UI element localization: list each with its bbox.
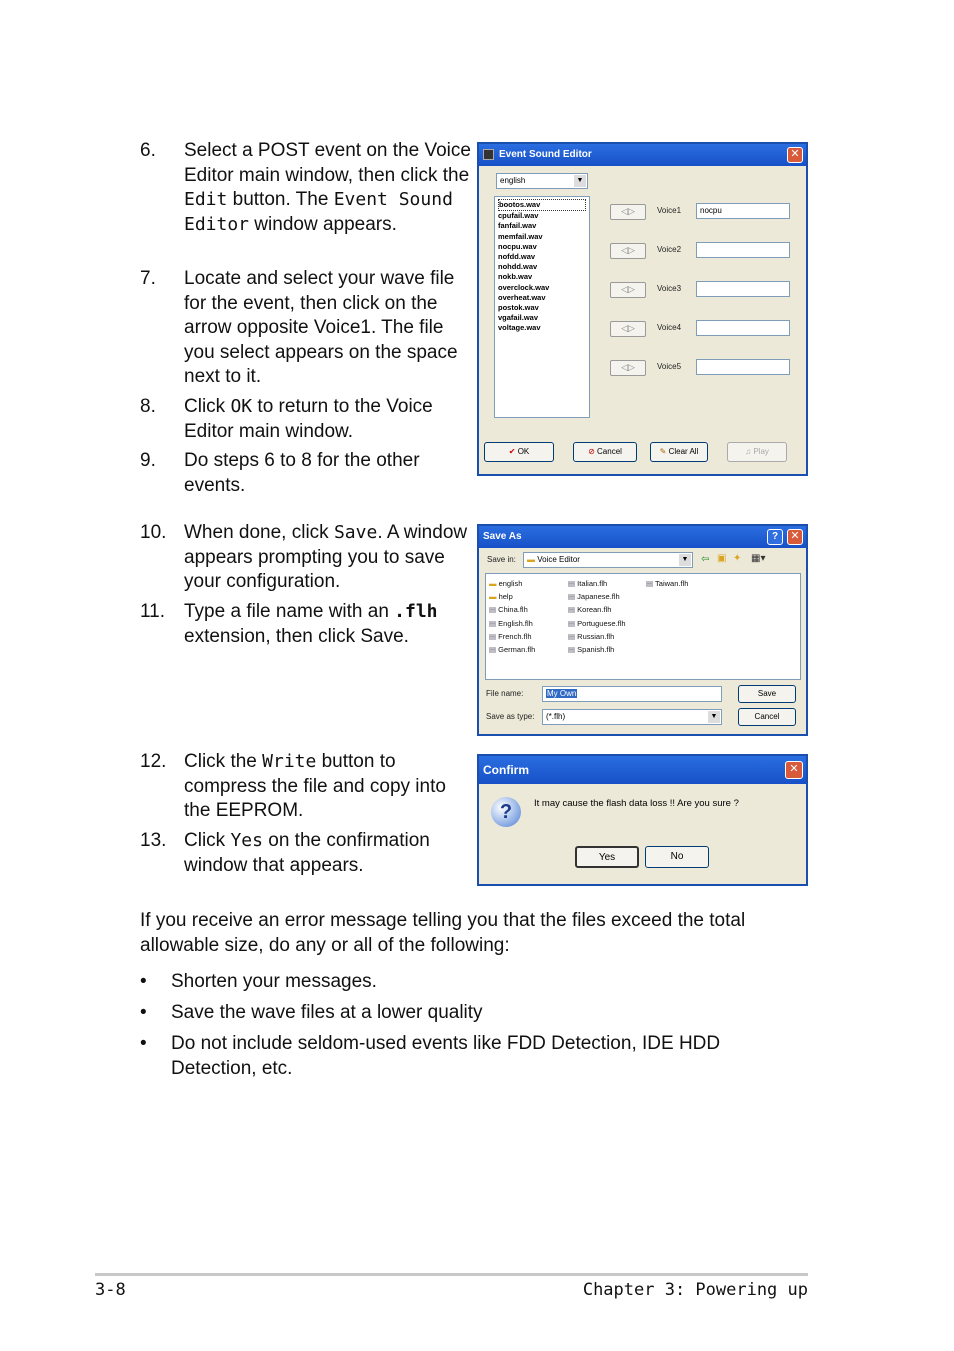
app-icon xyxy=(483,149,494,160)
file-name: Korean.flh xyxy=(577,605,612,615)
file-icon: ▤ xyxy=(489,618,499,628)
step-text-part: Click xyxy=(184,396,231,417)
step-number: 9. xyxy=(140,450,156,471)
footer-divider xyxy=(95,1273,808,1276)
play-label: Play xyxy=(753,447,769,456)
chevron-down-icon: ▼ xyxy=(679,554,691,566)
list-item[interactable]: voltage.wav xyxy=(498,323,541,333)
step-text xyxy=(184,600,476,649)
file-item[interactable] xyxy=(568,577,626,590)
step-text-part: button to compress the file and copy into the EEPROM. xyxy=(184,751,446,821)
step-text xyxy=(184,395,476,444)
step-text-part: Click xyxy=(184,830,231,851)
list-item[interactable]: overheat.wav xyxy=(498,292,546,302)
bullet-text: Shorten your messages. xyxy=(171,971,377,992)
save-as-type-label: Save as type: xyxy=(486,712,535,721)
file-item[interactable] xyxy=(568,630,626,643)
step-number: 10. xyxy=(140,522,167,543)
file-icon: ▤ xyxy=(489,631,499,641)
file-item[interactable] xyxy=(568,590,626,603)
clear-all-label: Clear All xyxy=(668,447,699,456)
list-item[interactable]: nocpu.wav xyxy=(498,241,537,251)
keyword-flh: .flh xyxy=(394,601,438,622)
file-icon: ▤ xyxy=(646,579,656,588)
step-text-part: extension, then click Save. xyxy=(184,625,409,647)
bullet-icon: • xyxy=(140,1002,147,1023)
save-as-titlebar xyxy=(479,526,806,548)
arrow-right-icon[interactable]: ◁▷ xyxy=(610,360,646,376)
no-entry-icon: ⊘ xyxy=(588,447,595,456)
step-text: Locate and select your wave file for the event, then click on the arrow opposite Voice1. The file you select appears on the space next to it. xyxy=(184,268,458,387)
save-as-window xyxy=(477,524,808,736)
file-item[interactable] xyxy=(568,617,626,630)
step-text-part: button. The xyxy=(227,189,334,210)
bullet-icon: • xyxy=(140,971,147,992)
step-text-part: . A window appears prompting you to save your configuration. xyxy=(184,522,468,592)
up-folder-icon[interactable]: ▣ xyxy=(717,553,727,564)
step-text-part: on the confirmation window that appears. xyxy=(184,830,430,876)
step-text-part: to return to the Voice Editor main window. xyxy=(184,396,433,442)
check-icon: ✔ xyxy=(508,447,516,456)
save-in-label: Save in: xyxy=(487,555,516,564)
file-name: english xyxy=(498,579,523,588)
arrow-right-icon[interactable]: ◁▷ xyxy=(610,243,646,259)
clear-all-button[interactable] xyxy=(650,442,708,462)
file-item[interactable] xyxy=(489,603,535,616)
wave-file-list[interactable] xyxy=(494,196,590,418)
bullet-text: Save the wave files at a lower quality xyxy=(171,1002,483,1023)
voice-input[interactable]: nocpu xyxy=(696,203,790,219)
voice-label: Voice1 xyxy=(657,206,682,215)
file-browser[interactable] xyxy=(485,573,801,680)
file-name-value: My Own xyxy=(547,689,577,698)
file-icon: ▤ xyxy=(568,631,578,641)
keyword-write: Write xyxy=(262,751,317,772)
list-item[interactable]: overclock.wav xyxy=(498,282,550,292)
arrow-right-icon[interactable]: ◁▷ xyxy=(610,204,646,220)
file-name: Taiwan.flh xyxy=(655,579,689,588)
file-name: Portuguese.flh xyxy=(577,618,626,628)
window-title: Save As xyxy=(483,531,522,542)
bullet-icon: • xyxy=(140,1033,147,1054)
back-icon[interactable]: ⇦ xyxy=(701,554,710,565)
step-text-part: Click the xyxy=(184,751,263,772)
file-name: help xyxy=(498,592,513,602)
file-item[interactable] xyxy=(568,603,626,616)
step-text-part: Type a file name with an xyxy=(184,601,395,622)
save-as-type-value: (*.flh) xyxy=(546,712,566,721)
list-item[interactable]: vgafail.wav xyxy=(498,313,539,323)
bullet-text: Do not include seldom-used events like FDD Detection, IDE HDD Detection, etc. xyxy=(171,1033,721,1079)
file-icon: ▤ xyxy=(568,618,578,628)
file-icon: ▤ xyxy=(489,645,499,655)
file-name: Japanese.flh xyxy=(577,592,620,602)
voice-label: Voice4 xyxy=(657,323,682,332)
chevron-down-icon: ▼ xyxy=(708,711,720,723)
list-item[interactable]: nofdd.wav xyxy=(498,252,536,262)
step-number: 13. xyxy=(140,830,167,851)
folder-icon: ▬ xyxy=(527,555,535,564)
file-name: Spanish.flh xyxy=(577,645,615,655)
close-icon[interactable]: ✕ xyxy=(787,529,803,545)
window-title: Event Sound Editor xyxy=(499,149,592,160)
save-in-value: Voice Editor xyxy=(537,555,580,564)
arrow-right-icon[interactable]: ◁▷ xyxy=(610,282,646,298)
voice-label: Voice2 xyxy=(657,245,682,254)
file-icon: ▤ xyxy=(489,605,499,615)
voice-input[interactable] xyxy=(696,242,790,258)
step-number: 7. xyxy=(140,268,156,289)
step-number: 8. xyxy=(140,396,156,417)
cancel-label: Cancel xyxy=(597,447,622,456)
question-icon: ? xyxy=(491,797,521,827)
voice-input[interactable] xyxy=(696,281,790,297)
list-item[interactable]: cpufail.wav xyxy=(498,211,539,221)
save-button[interactable]: Save xyxy=(738,685,796,703)
confirm-message: It may cause the flash data loss !! Are you sure ? xyxy=(534,798,739,809)
chapter-title: Chapter 3: Powering up xyxy=(582,1280,808,1300)
list-item[interactable]: fanfail.wav xyxy=(498,221,537,231)
step-text: Do steps 6 to 8 for the other events. xyxy=(184,450,420,496)
file-item[interactable] xyxy=(489,643,535,656)
step-text-part: window appears. xyxy=(249,213,397,235)
close-icon[interactable]: ✕ xyxy=(785,761,803,779)
voice-label: Voice3 xyxy=(657,284,682,293)
step-text-part: When done, click xyxy=(184,522,334,543)
language-select[interactable] xyxy=(496,173,588,189)
voice-input[interactable] xyxy=(696,320,790,336)
chevron-down-icon: ▼ xyxy=(574,175,586,187)
keyword-yes: Yes xyxy=(230,830,263,851)
file-item[interactable] xyxy=(646,577,688,590)
event-sound-editor-titlebar xyxy=(479,144,806,166)
ok-button[interactable] xyxy=(484,442,554,462)
keyword-ok: OK xyxy=(230,396,253,417)
event-sound-editor-window xyxy=(477,142,808,476)
yes-button[interactable]: Yes xyxy=(575,846,639,868)
keyword-save: Save xyxy=(333,522,378,543)
help-icon[interactable]: ? xyxy=(767,529,783,545)
file-name: Russian.flh xyxy=(577,631,615,641)
list-item[interactable]: postok.wav xyxy=(498,303,539,313)
language-value: english xyxy=(500,176,526,185)
file-icon: ▤ xyxy=(568,592,578,602)
file-name: German.flh xyxy=(498,645,536,655)
step-text xyxy=(184,829,476,878)
play-button[interactable] xyxy=(727,442,787,462)
file-item[interactable] xyxy=(568,643,626,656)
step-number: 6. xyxy=(140,140,156,161)
window-title: Confirm xyxy=(483,763,529,777)
step-text xyxy=(184,750,476,824)
save-in-select[interactable] xyxy=(523,552,693,568)
step-text xyxy=(184,139,476,237)
view-menu-icon[interactable]: ▦▾ xyxy=(751,553,766,564)
no-button[interactable]: No xyxy=(645,846,709,868)
file-name: English.flh xyxy=(498,618,533,628)
file-name-label: File name: xyxy=(486,689,524,698)
keyword-edit: Edit xyxy=(184,189,228,210)
step-text xyxy=(184,521,476,595)
step-number: 11. xyxy=(140,601,166,622)
step-number: 12. xyxy=(140,751,167,772)
file-item[interactable] xyxy=(489,577,535,590)
cancel-button[interactable]: Cancel xyxy=(738,708,796,726)
file-icon: ▤ xyxy=(568,605,578,615)
file-icon: ▤ xyxy=(568,645,578,655)
file-name: French.flh xyxy=(498,631,532,641)
voice-input[interactable] xyxy=(696,359,790,375)
close-icon[interactable]: ✕ xyxy=(787,147,803,163)
list-item[interactable]: bootos.wav xyxy=(498,199,586,211)
save-as-type-select[interactable] xyxy=(542,709,722,725)
file-item[interactable] xyxy=(489,630,535,643)
speaker-icon: ♫ xyxy=(745,447,752,456)
new-folder-icon[interactable]: ✦ xyxy=(733,553,742,564)
file-name: China.flh xyxy=(498,605,528,615)
list-item[interactable]: memfail.wav xyxy=(498,231,543,241)
list-item[interactable]: nokb.wav xyxy=(498,272,533,282)
folder-icon: ▬ xyxy=(489,579,499,588)
ok-label: OK xyxy=(517,447,530,456)
page-number: 3-8 xyxy=(95,1280,126,1300)
confirm-titlebar xyxy=(479,756,806,784)
file-item[interactable] xyxy=(489,617,535,630)
keyword-event-sound-editor: Event Sound Editor xyxy=(184,189,453,235)
broom-icon: ✎ xyxy=(659,447,667,456)
file-name-input[interactable] xyxy=(542,686,722,702)
file-name: Italian.flh xyxy=(577,579,608,588)
arrow-right-icon[interactable]: ◁▷ xyxy=(610,321,646,337)
voice-label: Voice5 xyxy=(657,362,682,371)
cancel-button[interactable] xyxy=(573,442,637,462)
file-icon: ▤ xyxy=(568,579,578,588)
step-text-part: Select a POST event on the Voice Editor main window, then click the xyxy=(184,140,471,186)
list-item[interactable]: nohdd.wav xyxy=(498,262,538,272)
confirm-window xyxy=(477,754,808,886)
folder-icon: ▬ xyxy=(489,592,499,602)
error-paragraph: If you receive an error message telling you that the files exceed the total allowable size, do any or all of the following: xyxy=(140,910,746,956)
file-item[interactable] xyxy=(489,590,535,603)
